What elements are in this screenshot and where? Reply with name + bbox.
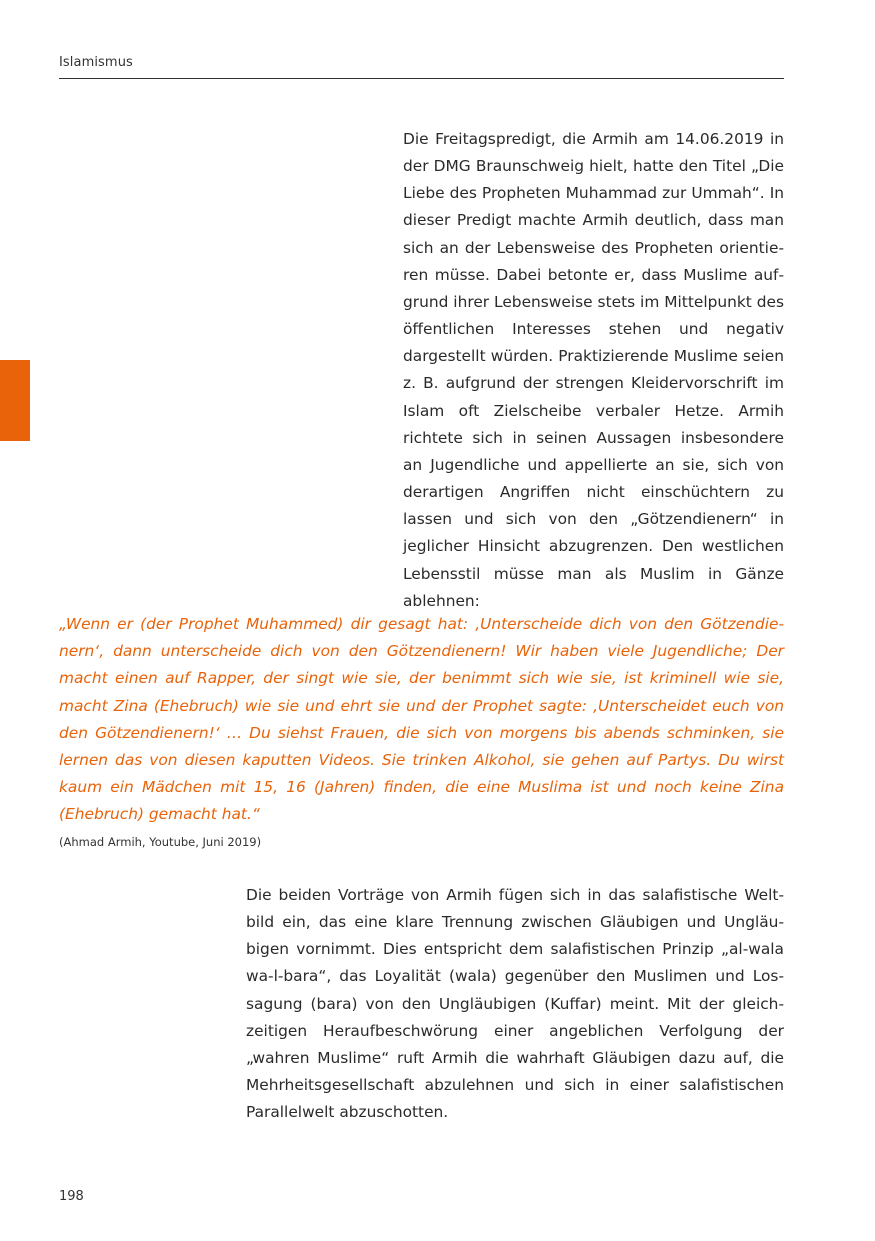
quote-source: (Ahmad Armih, Youtube, Juni 2019) bbox=[59, 835, 262, 849]
running-header: Islamismus bbox=[59, 55, 133, 70]
page-number: 198 bbox=[59, 1189, 84, 1204]
block-quote: „Wenn er (der Prophet Muhammed) dir gesagt hat: ‚Unterscheide dich von den Götzendienern‘, dann unterscheide dich von den Götzendienern! Wir haben viele Jugendliche; Der macht einen auf Rapper, der singt wie sie, der benimmt sich wie sie, ist kriminell wie sie, macht Zina (Ehebruch) wie sie und ehrt sie und der Prophet sagte: ‚Unterscheidet euch von den Götzendienern!‘ … Du siehst Frauen, die sich von morgens bis abends schminken, sie lernen das von diesen kaputten Videos. Sie trinken Alkohol, sie gehen auf Partys. Du wirst kaum ein Mädchen mit 15, 16 (Jahren) finden, die eine Muslima ist und noch keine Zina (Ehebruch) gemacht hat.“ bbox=[59, 615, 784, 824]
body-paragraph-2: Die beiden Vorträge von Armih fügen sich in das salafistische Weltbild ein, das eine klare Trennung zwischen Gläubigen und Ungläubigen vornimmt. Dies entspricht dem salafistischen Prinzip „al-wala wa-l-bara“, das Loyalität (wala) gegenüber den Muslimen und Lossagung (bara) von den Ungläubigen (Kuffar) meint. Mit der gleichzeitigen Heraufbeschwörung einer angeblichen Verfolgung der „wahren Muslime“ ruft Armih die wahrhaft Gläubigen dazu auf, die Mehrheitsgesellschaft abzulehnen und sich in einer salafistischen Parallelwelt abzuschotten. bbox=[246, 886, 784, 1122]
chapter-tab-marker bbox=[0, 360, 30, 441]
body-paragraph-1: Die Freitagspredigt, die Armih am 14.06.2019 in der DMG Braunschweig hielt, hatte den Titel „Die Liebe des Propheten Muhammad zur Ummah“. In dieser Predigt machte Armih deutlich, dass man sich an der Lebensweise des Propheten orientieren müsse. Dabei betonte er, dass Muslime aufgrund ihrer Lebensweise stets im Mittelpunkt des öffentlichen Interesses stehen und negativ dargestellt würden. Praktizierende Muslime seien z. B. aufgrund der strengen Kleidervorschrift im Islam oft Zielscheibe verbaler Hetze. Armih richtete sich in seinen Aussagen insbesondere an Jugendliche und appellierte an sie, sich von derartigen Angriffen nicht einschüchtern zu lassen und sich von den „Götzendienern“ in jeglicher Hinsicht abzugrenzen. Den westlichen Lebensstil müsse man als Muslim in Gänze ablehnen: bbox=[403, 130, 784, 610]
header-divider bbox=[59, 78, 784, 79]
